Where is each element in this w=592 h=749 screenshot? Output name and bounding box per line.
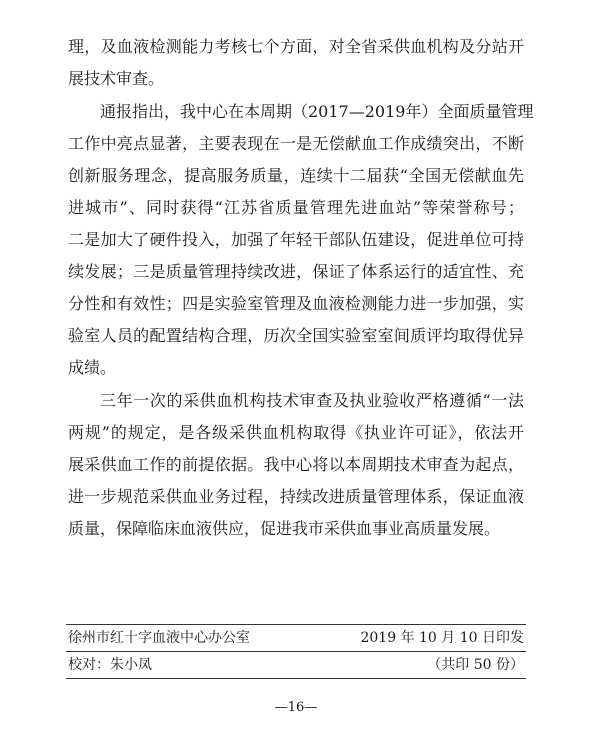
body-line: 验室人员的配置结构合理，历次全国实验室室间质评均取得优异 [68,326,524,345]
body-line: 二是加大了硬件投入，加强了年轻干部队伍建设，促进单位可持 [68,230,524,249]
body-line: 续发展；三是质量管理持续改进，保证了体系运行的适宜性、充 [68,262,524,281]
body-line: 进一步规范采供血业务过程，持续改进质量管理体系，保证血液 [68,487,524,506]
paragraph-start-line: 三年一次的采供血机构技术审查及执业验收严格遵循“一法 [100,391,524,410]
proofreader-label: 校对：朱小凤 [68,657,152,673]
body-line: 理，及血液检测能力考核七个方面，对全省采供血机构及分站开 [68,37,524,56]
copies-count: （共印 50 份） [427,657,524,673]
issuer-label: 徐州市红十字血液中心办公室 [68,630,250,646]
body-line: 成绩。 [68,358,117,377]
body-line: 分性和有效性；四是实验室管理及血液检测能力进一步加强，实 [68,294,524,313]
page-number: —16— [274,700,318,715]
body-line: 工作中亮点显著，主要表现在一是无偿献血工作成绩突出，不断 [68,134,524,153]
footer-middle-rule [66,651,526,652]
paragraph-start-line: 通报指出，我中心在本周期（2017—2019年）全面质量管理 [100,102,534,121]
body-line: 创新服务理念，提高服务质量，连续十二届获“全国无偿献血先 [68,166,524,185]
body-line: 两规”的规定，是各级采供血机构取得《执业许可证》，依法开 [68,423,524,442]
issue-date: 2019 年 10 月 10 日印发 [360,630,524,646]
footer-top-rule [66,624,526,625]
footer-bottom-rule [66,678,526,679]
body-line: 展技术审查。 [68,69,165,88]
body-line: 质量，保障临床血液供应，促进我市采供血事业高质量发展。 [68,519,501,538]
body-line: 进城市”、同时获得“江苏省质量管理先进血站”等荣誉称号； [68,198,524,217]
body-line: 展采供血工作的前提依据。我中心将以本周期技术审查为起点， [68,455,524,474]
